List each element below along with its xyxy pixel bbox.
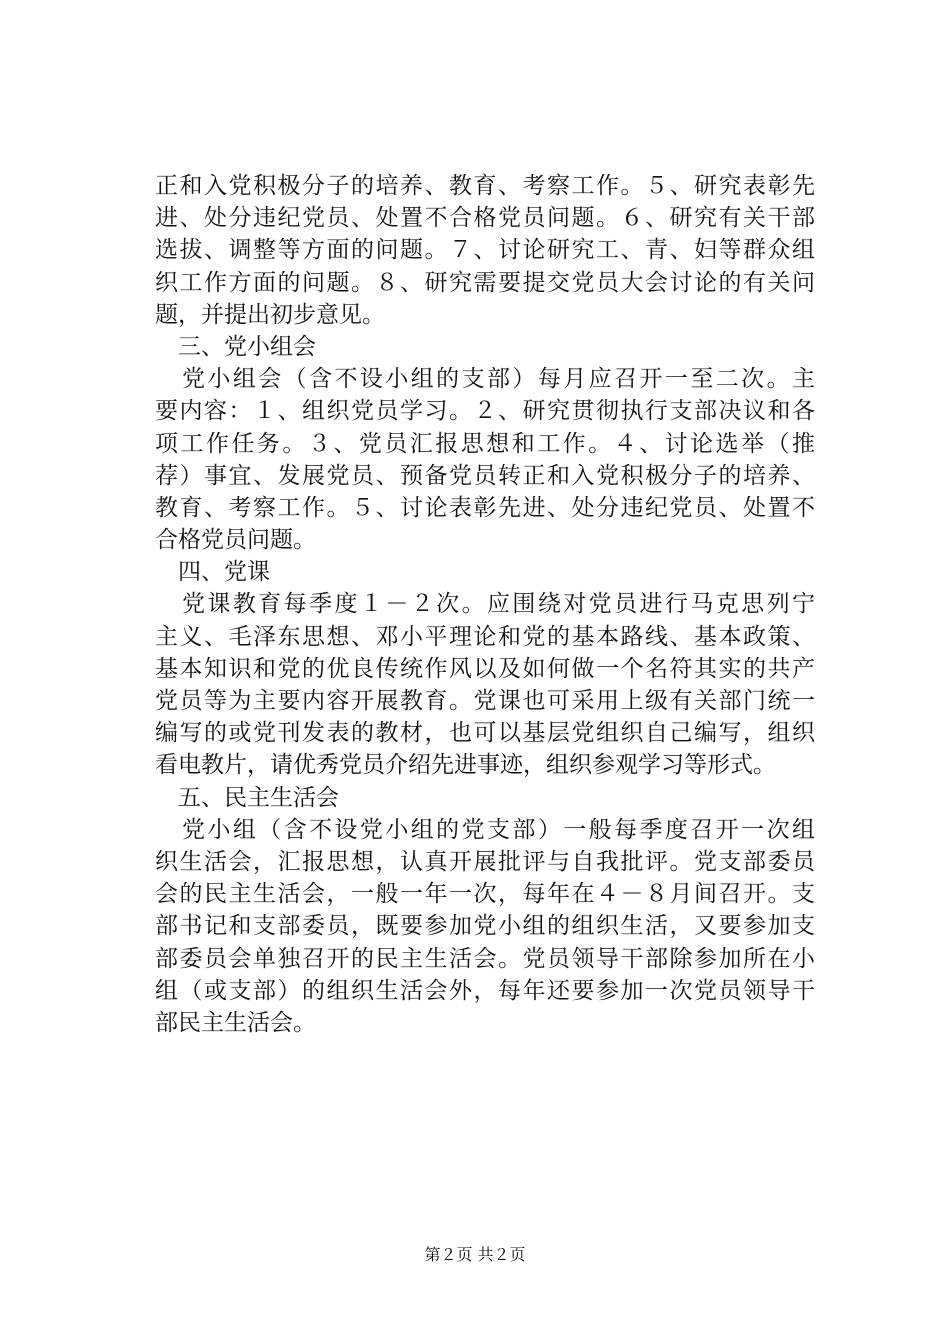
- body-line: 进、处分违纪党员、处置不合格党员问题。６、研究有关干部: [155, 205, 815, 232]
- body-line: 编写的或党刊发表的教材，也可以基层党组织自己编写，组织: [155, 720, 815, 747]
- body-line: 主义、毛泽东思想、邓小平理论和党的基本路线、基本政策、: [155, 623, 815, 650]
- body-line: 正和入党积极分子的培养、教育、考察工作。５、研究表彰先: [155, 173, 815, 199]
- body-line: 要内容：１、组织党员学习。２、研究贯彻执行支部决议和各: [155, 398, 815, 425]
- document-body: [155, 170, 815, 1039]
- body-line: 组（或支部）的组织生活会外，每年还要参加一次党员领导干: [155, 977, 815, 1004]
- body-line: 合格党员问题。: [155, 527, 316, 554]
- body-line: 基本知识和党的优良传统作风以及如何做一个名符其实的共产: [155, 655, 815, 682]
- section-heading: 四、党课: [178, 559, 270, 586]
- body-line: 会的民主生活会，一般一年一次，每年在４－８月间召开。支: [155, 881, 815, 908]
- body-line: 荐）事宜、发展党员、预备党员转正和入党积极分子的培养、: [155, 462, 815, 489]
- body-line: 党小组（含不设党小组的党支部）一般每季度召开一次组: [182, 816, 815, 843]
- body-line: 织工作方面的问题。８、研究需要提交党员大会讨论的有关问: [155, 269, 815, 296]
- section-heading: 三、党小组会: [178, 333, 316, 360]
- body-line: 党员等为主要内容开展教育。党课也可采用上级有关部门统一: [155, 688, 815, 714]
- body-line: 党小组会（含不设小组的支部）每月应召开一至二次。主: [182, 366, 815, 393]
- body-line: 看电教片，请优秀党员介绍先进事迹，组织参观学习等形式。: [155, 752, 776, 779]
- body-line: 党课教育每季度１－２次。应围绕对党员进行马克思列宁: [182, 591, 815, 618]
- page-number-footer: 第２页 共２页: [424, 1245, 526, 1264]
- body-line: 部民主生活会。: [155, 1009, 316, 1036]
- body-line: 织生活会，汇报思想，认真开展批评与自我批评。党支部委员: [155, 848, 815, 875]
- body-line: 题，并提出初步意见。: [155, 301, 385, 328]
- body-line: 教育、考察工作。５、讨论表彰先进、处分违纪党员、处置不: [155, 494, 815, 521]
- section-heading: 五、民主生活会: [178, 784, 339, 811]
- body-line: 项工作任务。３、党员汇报思想和工作。４、讨论选举（推: [155, 430, 815, 457]
- body-line: 部委员会单独召开的民主生活会。党员领导干部除参加所在小: [155, 945, 815, 972]
- body-line: 部书记和支部委员，既要参加党小组的组织生活，又要参加支: [155, 913, 815, 940]
- body-line: 选拔、调整等方面的问题。７、讨论研究工、青、妇等群众组: [155, 237, 815, 264]
